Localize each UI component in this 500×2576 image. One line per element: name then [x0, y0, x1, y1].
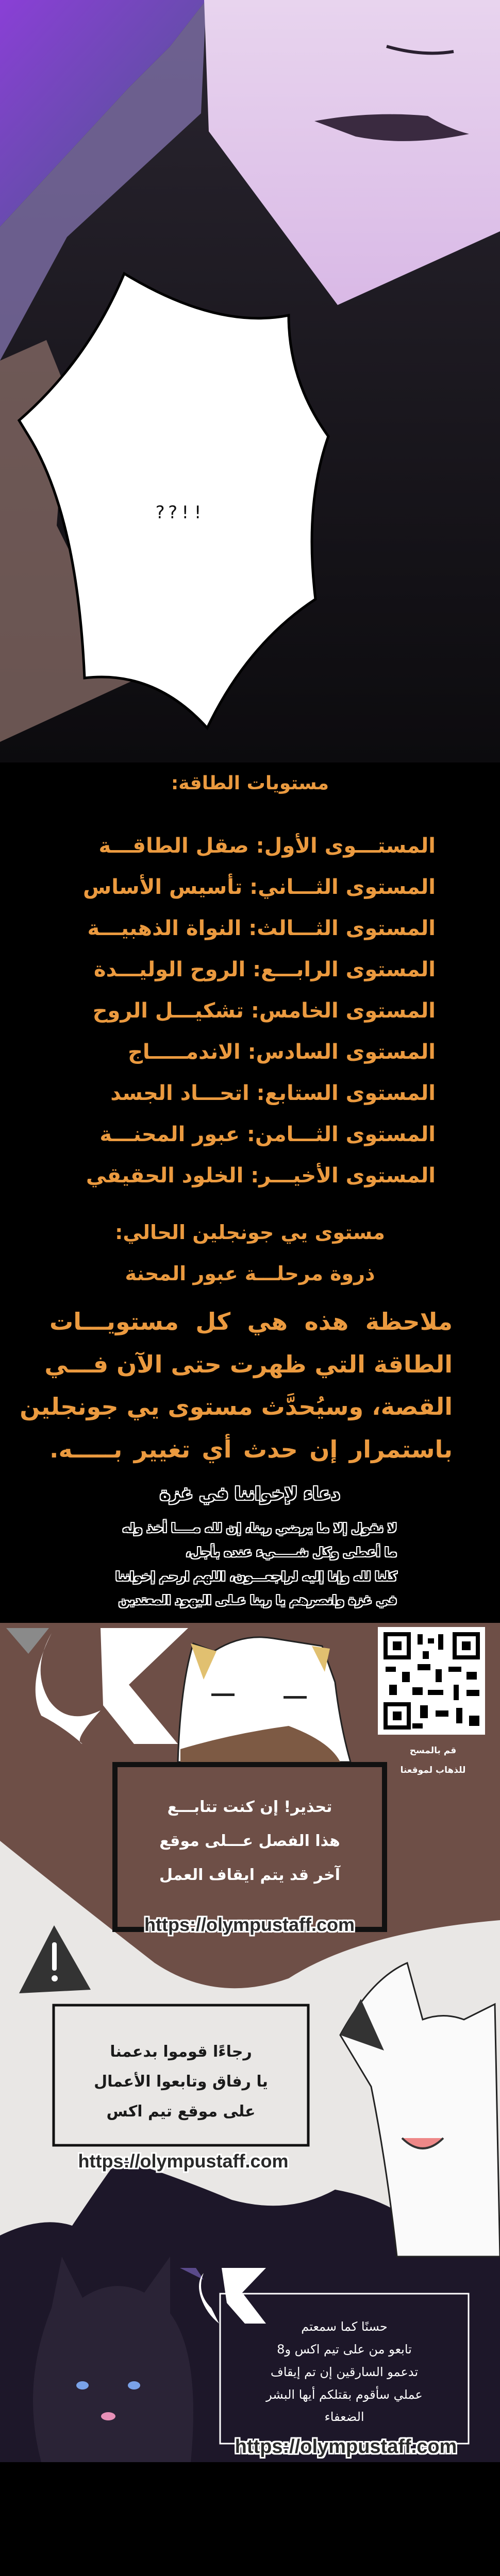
site-link[interactable]: https://olympustaff.com [78, 2150, 289, 2172]
warning-line: تحذير! إن كنت تتابـــع [167, 1798, 332, 1816]
support-line: يا رفاق وتابعوا الأعمال [94, 2073, 268, 2091]
prayer-title: دعاء لإخواننا في غزة [160, 1484, 340, 1504]
speech-bubble-text: ??!! [155, 502, 205, 523]
note-line: باستمرار إن حدث أي تغيير بـــــه. [49, 1435, 453, 1463]
dragon-line: عملي سأقوم بقتلكم أيها البشر [266, 2387, 423, 2402]
level-item: المستوى الثـــاني: تأسيس الأساس [83, 875, 436, 899]
cat-mascot [178, 1637, 351, 1762]
dragon-line: حسنًا كما سمعتم [301, 2319, 388, 2334]
prayer-line: في غزة وانصرهم يا ربنا عـلى اليهود المعتدين [119, 1593, 397, 1607]
qr-caption-line: قم بالمسح [409, 1745, 457, 1756]
site-link[interactable]: https://olympustaff.com [235, 2436, 457, 2458]
level-item: المستوى الثـــالث: النواة الذهبيـــة [87, 917, 436, 940]
level-item: المستوى الثـــامن: عبور المحنـــة [99, 1123, 436, 1146]
comic-panel-art [0, 0, 500, 762]
dragon-line: تدعمو السارقين إن تم إيقاف [270, 2365, 419, 2379]
warning-line: آخر قد يتم ايقاف العمل [159, 1866, 340, 1884]
power-levels-title: مستويات الطاقة: [171, 773, 329, 794]
level-item: المستوى الأخيـــر: الخلود الحقيقي [86, 1164, 436, 1188]
prayer-line: كلنا لله وإنا إليه لراجعـــون، اللهم ارحم إخواننا [115, 1569, 397, 1584]
qr-code [378, 1627, 485, 1735]
note-line: القصة، وسيُحدَّث مستوى يي جونجلين [20, 1393, 453, 1420]
prayer-line: لا نقول إلا ما يرضي ربنا، إن لله مــــا أخذ وله [122, 1521, 397, 1535]
level-item: المستوى السادس: الاندمـــــاج [128, 1040, 436, 1064]
current-level-value: ذروة مرحلـــة عبور المحنة [125, 1262, 375, 1285]
level-item: المستوى الرابـــع: الروح الوليـــدة [94, 958, 436, 981]
note-line: الطاقة التي ظهرت حتى الآن فـــي [44, 1350, 453, 1378]
warning-line: هذا الفصل عـــلى موقع [159, 1832, 340, 1850]
site-link[interactable]: https://olympustaff.com [144, 1914, 355, 1935]
level-item: المستـــوى الأول: صقل الطاقـــة [98, 834, 436, 858]
dragon-line: تابعو من على تيم اكس و8 [277, 2342, 412, 2357]
dragon-mascot [33, 2257, 193, 2462]
current-level-label: مستوى يي جونجلين الحالي: [115, 1221, 385, 1244]
support-line: على موقع تيم اكس [106, 2103, 256, 2121]
level-item: المستوى الخامس: تشكيـــل الروح [92, 999, 436, 1023]
level-item: المستوى الستابع: اتحـــاد الجسد [110, 1081, 436, 1105]
dragon-line: الضعفاء [324, 2410, 364, 2424]
qr-caption-line: للذهاب لموقعنا [400, 1765, 466, 1775]
prayer-line: ما أعطى وكل شـــــيء عنده بأجل، [186, 1545, 397, 1560]
support-line: رجاءًا قوموا بدعمنا [110, 2043, 252, 2061]
note-line: ملاحظة هذه هي كل مستويـــات [49, 1308, 453, 1335]
